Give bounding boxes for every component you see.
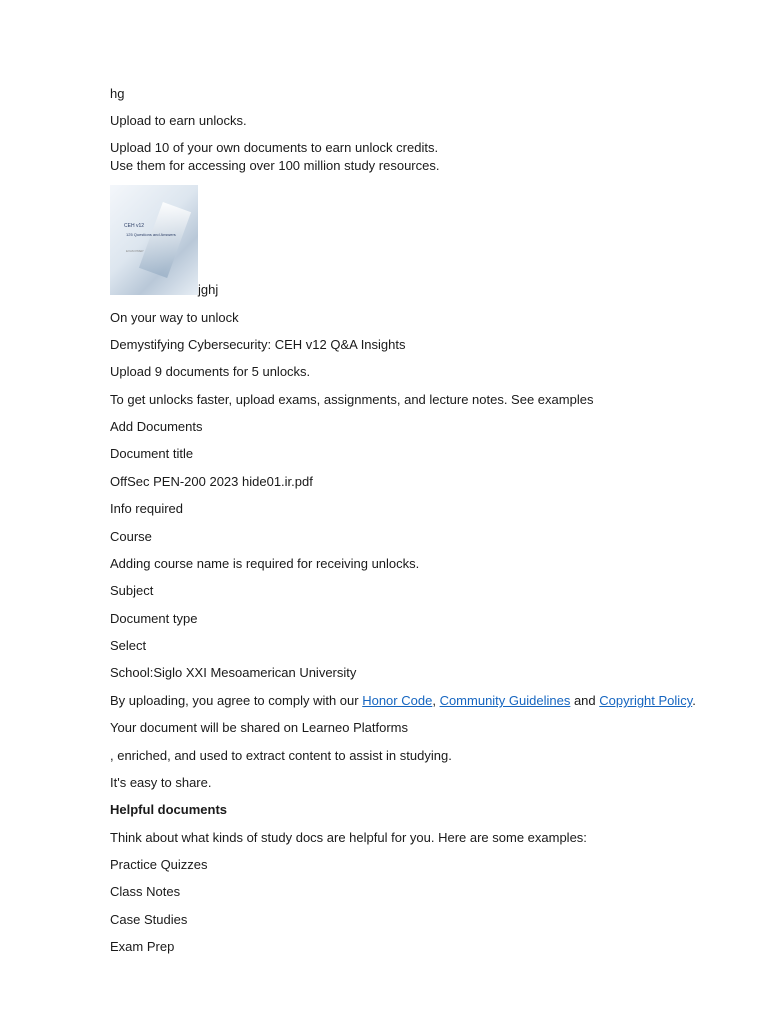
on-your-way-text: On your way to unlock bbox=[110, 310, 239, 325]
course-field[interactable]: Course bbox=[110, 529, 152, 544]
example-item: Class Notes bbox=[110, 884, 181, 899]
upload-9-text: Upload 9 documents for 5 unlocks. bbox=[110, 364, 311, 379]
document-name: Demystifying Cybersecurity: CEH v12 Q&A Insights bbox=[110, 337, 406, 352]
document-thumbnail[interactable] bbox=[110, 185, 198, 295]
copyright-policy-link[interactable]: Copyright Policy bbox=[599, 693, 693, 708]
think-about-text: Think about what kinds of study docs are helpful for you. Here are some examples: bbox=[110, 830, 587, 845]
separator-comma: , bbox=[432, 693, 436, 708]
thumbnail-title: CEH v12 bbox=[124, 223, 145, 229]
add-documents-button[interactable]: Add Documents bbox=[110, 419, 203, 434]
subject-field[interactable]: Subject bbox=[110, 583, 154, 598]
thumbnail-graphic bbox=[139, 202, 191, 278]
honor-code-link[interactable]: Honor Code bbox=[362, 693, 433, 708]
shared-text: Your document will be shared on Learneo Platforms bbox=[110, 720, 408, 735]
unlocks-faster-text: To get unlocks faster, upload exams, assignments, and lecture notes. See examples bbox=[110, 392, 594, 407]
school-text: School:Siglo XXI Mesoamerican University bbox=[110, 665, 357, 680]
agreement-text bbox=[110, 693, 696, 709]
info-required-text: Info required bbox=[110, 501, 183, 516]
example-item: Exam Prep bbox=[110, 939, 175, 954]
example-item: Case Studies bbox=[110, 912, 188, 927]
text-hg: hg bbox=[110, 86, 125, 101]
document-type-label: Document type bbox=[110, 611, 198, 626]
thumbnail-subtitle: 125 Questions and Answers bbox=[126, 232, 176, 237]
easy-share-text: It's easy to share. bbox=[110, 775, 212, 790]
separator-and: and bbox=[570, 693, 600, 708]
use-them-text: Use them for accessing over 100 million study resources. bbox=[110, 158, 440, 173]
upload-earn-heading: Upload to earn unlocks. bbox=[110, 113, 247, 128]
agreement-prefix: By uploading, you agree to comply with our bbox=[110, 693, 363, 708]
upload-10-text: Upload 10 of your own documents to earn unlock credits. bbox=[110, 140, 439, 155]
helpful-documents-heading: Helpful documents bbox=[110, 802, 228, 817]
course-required-text: Adding course name is required for receiving unlocks. bbox=[110, 556, 420, 571]
agreement-period: . bbox=[692, 693, 696, 708]
enriched-text: , enriched, and used to extract content to assist in studying. bbox=[110, 748, 452, 763]
example-item: Practice Quizzes bbox=[110, 857, 208, 872]
document-title-label: Document title bbox=[110, 446, 194, 461]
text-jghj: jghj bbox=[198, 282, 219, 297]
community-guidelines-link[interactable]: Community Guidelines bbox=[439, 693, 571, 708]
document-type-select[interactable]: Select bbox=[110, 638, 147, 653]
document-title-field[interactable]: OffSec PEN-200 2023 hide01.ir.pdf bbox=[110, 474, 313, 489]
thumbnail-caption: EXAM PREP bbox=[126, 249, 144, 253]
